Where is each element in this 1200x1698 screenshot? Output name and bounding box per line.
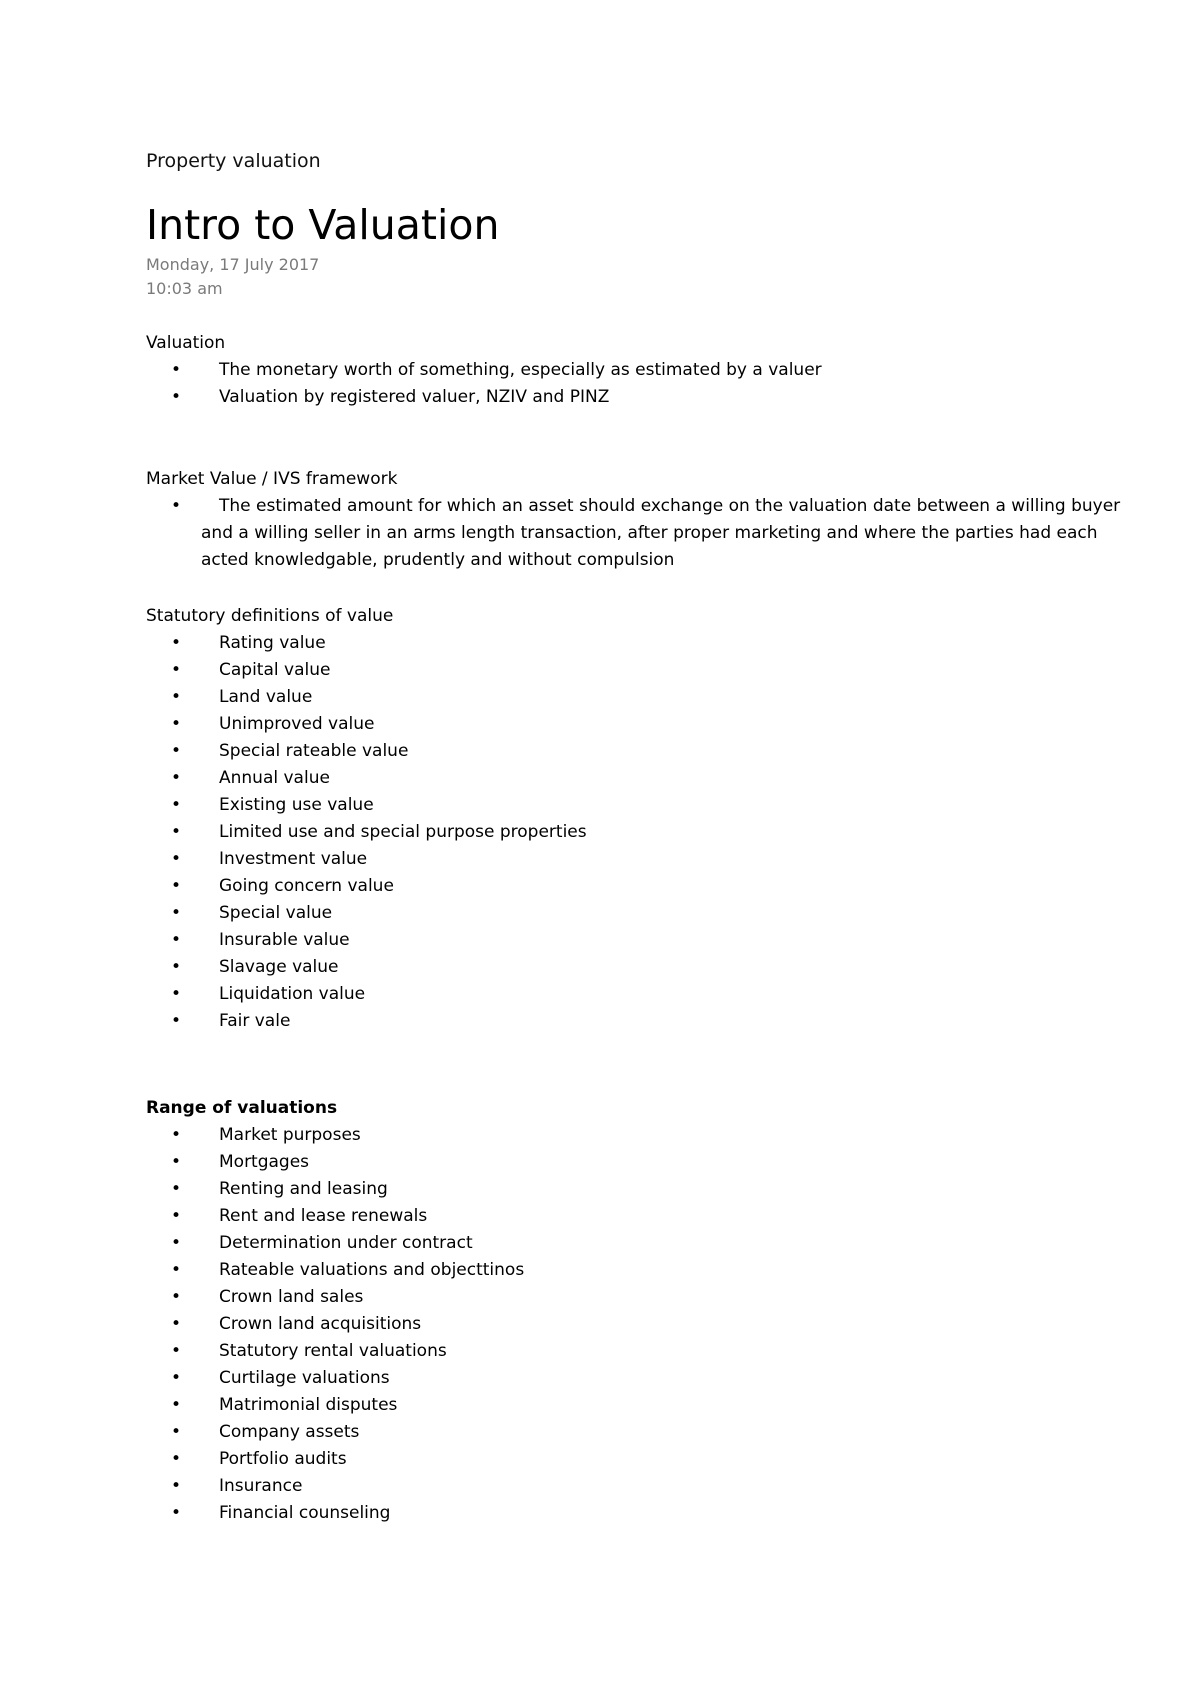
bullet-icon: •: [170, 795, 182, 815]
bullet-icon: •: [170, 633, 182, 653]
list-item-text: Insurable value: [219, 930, 350, 950]
list-item: [146, 873, 1086, 900]
bullet-icon: •: [170, 1179, 182, 1199]
bullet-icon: •: [170, 714, 182, 734]
list-item-text: Crown land sales: [219, 1287, 364, 1307]
list-item: [146, 819, 1086, 846]
bullet-icon: •: [170, 849, 182, 869]
bullet-icon: •: [170, 1314, 182, 1334]
list-item: [146, 1257, 1086, 1284]
bullet-icon: •: [170, 1233, 182, 1253]
list-item-text: The monetary worth of something, especially as estimated by a valuer: [219, 360, 822, 380]
list-item: [146, 630, 1086, 657]
list-item: [146, 357, 1086, 384]
list-item-text: Special value: [219, 903, 333, 923]
list-item: [146, 1176, 1086, 1203]
list-item-text: Limited use and special purpose properties: [219, 822, 587, 842]
bullet-icon: •: [170, 1260, 182, 1280]
list-item-text: Slavage value: [219, 957, 339, 977]
list-item-text: Land value: [219, 687, 313, 707]
list-item: [146, 765, 1086, 792]
list-item-text: Special rateable value: [219, 741, 409, 761]
bullet-list: [146, 493, 1121, 574]
bullet-icon: •: [170, 1503, 182, 1523]
bullet-icon: •: [170, 360, 182, 380]
bullet-icon: •: [170, 1341, 182, 1361]
list-item-text: Matrimonial disputes: [219, 1395, 398, 1415]
list-item: [146, 1365, 1086, 1392]
bullet-icon: •: [170, 1368, 182, 1388]
bullet-icon: •: [170, 1449, 182, 1469]
list-item: [146, 684, 1086, 711]
list-item-text: Statutory rental valuations: [219, 1341, 447, 1361]
list-item-text: Annual value: [219, 768, 330, 788]
list-item: [146, 1473, 1086, 1500]
list-item: [146, 1149, 1086, 1176]
list-item-text: Rent and lease renewals: [219, 1206, 428, 1226]
section-market-value: [146, 466, 1121, 574]
bullet-icon: •: [170, 1287, 182, 1307]
bullet-icon: •: [170, 387, 182, 407]
list-item: [146, 927, 1086, 954]
notebook-section-title: Property valuation: [146, 150, 321, 172]
list-item: [146, 792, 1086, 819]
page-date: Monday, 17 July 2017: [146, 255, 320, 274]
list-item: [146, 1311, 1086, 1338]
list-item: [146, 493, 1131, 574]
list-item-text: Renting and leasing: [219, 1179, 388, 1199]
bullet-icon: •: [170, 1395, 182, 1415]
bullet-icon: •: [170, 822, 182, 842]
bullet-icon: •: [170, 1476, 182, 1496]
list-item-text: Existing use value: [219, 795, 374, 815]
bullet-icon: •: [170, 930, 182, 950]
list-item: [146, 846, 1086, 873]
list-item: [146, 1122, 1086, 1149]
list-item-text: Liquidation value: [219, 984, 366, 1004]
list-item: [146, 954, 1086, 981]
bullet-list: [146, 357, 1086, 411]
list-item: [146, 1230, 1086, 1257]
bullet-icon: •: [170, 903, 182, 923]
list-item: [146, 384, 1086, 411]
list-item-text: Rateable valuations and objecttinos: [219, 1260, 525, 1280]
bullet-icon: •: [170, 1011, 182, 1031]
list-item-text: Company assets: [219, 1422, 360, 1442]
bullet-icon: •: [170, 1422, 182, 1442]
list-item: [146, 1500, 1086, 1527]
bullet-list: [146, 630, 1086, 1035]
page-time: 10:03 am: [146, 279, 223, 298]
list-item-text: Mortgages: [219, 1152, 310, 1172]
list-item-text: Crown land acquisitions: [219, 1314, 422, 1334]
list-item: [146, 900, 1086, 927]
bullet-icon: •: [170, 1152, 182, 1172]
bullet-icon: •: [170, 496, 182, 516]
list-item: [146, 1284, 1086, 1311]
list-item-text: Investment value: [219, 849, 368, 869]
list-item: [146, 1446, 1086, 1473]
bullet-icon: •: [170, 876, 182, 896]
list-item: [146, 981, 1086, 1008]
list-item-text: The estimated amount for which an asset should exchange on the valuation date between a willing buyer and a willing seller in an arms length transaction, after proper marketing and where the parties had each acted knowledgable, prudently and without compulsion: [201, 496, 1121, 570]
bullet-icon: •: [170, 768, 182, 788]
section-statutory-definitions: [146, 603, 1086, 1035]
bullet-icon: •: [170, 741, 182, 761]
list-item: [146, 1008, 1086, 1035]
list-item-text: Rating value: [219, 633, 326, 653]
section-valuation: [146, 330, 1086, 411]
list-item-text: Determination under contract: [219, 1233, 473, 1253]
bullet-icon: •: [170, 687, 182, 707]
list-item-text: Market purposes: [219, 1125, 361, 1145]
bullet-icon: •: [170, 660, 182, 680]
bullet-icon: •: [170, 984, 182, 1004]
section-heading: Range of valuations: [146, 1098, 338, 1118]
list-item-text: Portfolio audits: [219, 1449, 347, 1469]
list-item-text: Financial counseling: [219, 1503, 391, 1523]
list-item: [146, 1338, 1086, 1365]
list-item-text: Insurance: [219, 1476, 303, 1496]
list-item-text: Unimproved value: [219, 714, 375, 734]
bullet-icon: •: [170, 957, 182, 977]
list-item-text: Going concern value: [219, 876, 394, 896]
bullet-list: [146, 1122, 1086, 1527]
list-item: [146, 738, 1086, 765]
list-item-text: Fair vale: [219, 1011, 291, 1031]
page-title: Intro to Valuation: [146, 201, 500, 249]
list-item: [146, 657, 1086, 684]
section-heading: Market Value / IVS framework: [146, 469, 398, 489]
bullet-icon: •: [170, 1125, 182, 1145]
list-item: [146, 1392, 1086, 1419]
section-range-of-valuations: [146, 1095, 1086, 1527]
list-item: [146, 711, 1086, 738]
list-item-text: Valuation by registered valuer, NZIV and PINZ: [219, 387, 610, 407]
section-heading: Valuation: [146, 333, 226, 353]
section-heading: Statutory definitions of value: [146, 606, 394, 626]
list-item-text: Capital value: [219, 660, 331, 680]
list-item-text: Curtilage valuations: [219, 1368, 390, 1388]
list-item: [146, 1203, 1086, 1230]
list-item: [146, 1419, 1086, 1446]
bullet-icon: •: [170, 1206, 182, 1226]
